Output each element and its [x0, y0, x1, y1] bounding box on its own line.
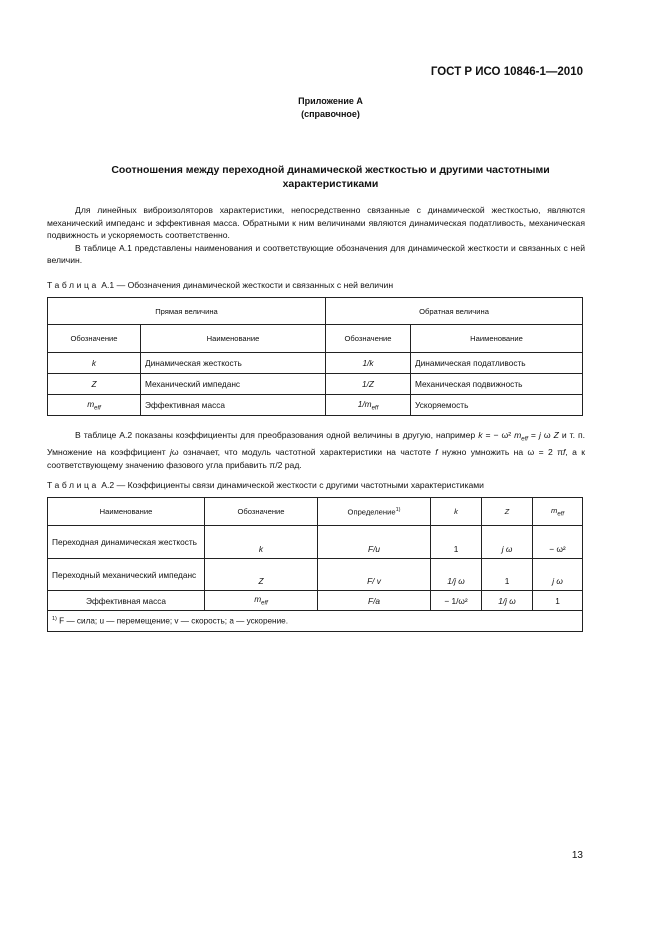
cell-k: 1/j ω [447, 576, 465, 586]
table1-col-inv-name: Наименование [411, 325, 583, 353]
table1-caption [47, 280, 393, 290]
cell-inv-name: Ускоряемость [411, 395, 583, 416]
table-a1 [47, 297, 583, 416]
table1-caption-text: А.1 — Обозначения динамической жесткости и связанных с ней величин [101, 280, 394, 290]
table2-col-symbol: Обозначение [205, 498, 318, 526]
cell-symbol: $m_{eff}$ [87, 398, 101, 412]
section-title [0, 163, 661, 191]
cell-name: Эффективная масса [141, 395, 326, 416]
table2-col-k: k [454, 507, 458, 516]
conversion-paragraph: В таблице А.2 показаны коэффициенты для преобразования одной величины в другую, например k = − ω² $m_{eff} = j$ ω Z и т. п. Умножение на коэффициент jω означает, что модуль частотной характеристики на частоте f нужно умножить на ω = 2 πf, а к соответствующему значению фазового угла прибавить π/2 рад. [47, 430, 586, 470]
cell-symbol: k [258, 544, 264, 554]
p3-text-e: , а к соответствующему значению фазового угла прибавить [47, 447, 586, 470]
cell-name: Динамическая жесткость [141, 353, 326, 374]
table2-col-definition: Определение$^{1)}$ [318, 498, 431, 526]
cell-symbol: Z [258, 576, 264, 586]
cell-inv-symbol: $1/m_{eff}$ [357, 398, 379, 412]
cell-inv-symbol: 1/Z [362, 379, 374, 389]
cell-inv-name: Динамическая податливость [411, 353, 583, 374]
footnote-text: F — сила; u — перемещение; v — скорость; a — ускорение. [59, 616, 288, 626]
table2-col-z: Z [504, 507, 510, 516]
table-a2 [47, 497, 583, 632]
table2-caption [47, 480, 484, 490]
cell-name: Эффективная масса [48, 591, 205, 611]
paragraph-2: В таблице А.1 представлены наименования и соответствующие обозначения для динамической жесткости и связанных с ней величин. [47, 242, 585, 266]
table-row [48, 591, 583, 611]
section-title-text: Соотношения между переходной динамической жесткостью и другими частотными характеристиками [111, 164, 550, 190]
cell-symbol: Z [91, 379, 97, 389]
p3-text-c: означает, что модуль частотной характеристики на частоте [182, 447, 431, 458]
cell-meff: − ω² [533, 526, 583, 559]
cell-definition: F/u [368, 544, 380, 554]
cell-inv-name: Механическая подвижность [411, 374, 583, 395]
definition-label: Определение [347, 507, 396, 517]
table-row [48, 374, 583, 395]
cell-symbol: k [91, 358, 97, 368]
table-row [48, 353, 583, 374]
page-number: 13 [571, 850, 583, 861]
table2-caption-text: А.2 — Коэффициенты связи динамической жесткости с другими частотными характеристиками [101, 480, 484, 490]
cell-meff: 1 [533, 591, 583, 611]
table1-header-inverse: Обратная величина [326, 298, 583, 325]
cell-meff: j ω [552, 576, 563, 586]
cell-definition: F/ v [367, 576, 381, 586]
table2-footnote: $^{1)}$ F — сила; u — перемещение; v — скорость; a — ускорение. [48, 611, 583, 632]
table2-col-name: Наименование [48, 498, 205, 526]
document-standard-number: ГОСТ Р ИСО 10846-1—2010 [430, 66, 583, 78]
cell-z: 1/j ω [498, 595, 516, 606]
table1-col-inv-symbol: Обозначение [326, 325, 411, 353]
table-row [48, 559, 583, 591]
p3-text-a: В таблице А.2 показаны коэффициенты для преобразования одной величины в другую, например [75, 430, 476, 440]
paragraph-1: Для линейных виброизоляторов характеристики, непосредственно связанные с динамической жесткостью, являются механический импеданс и эффективная масса. Обратными к ним величинами являются динамическая податливость, механическая подвижность и ускоряемость соответственно. [47, 205, 585, 241]
cell-z: 1 [482, 559, 533, 591]
table1-header-direct: Прямая величина [48, 298, 326, 325]
p3-text-d: нужно умножить на [442, 447, 524, 458]
cell-name: Переходная динамическая жесткость [48, 526, 205, 559]
p3-text-b: и т. п. Умножение на коэффициент [47, 430, 586, 458]
cell-k: − 1/ω² [431, 591, 482, 611]
table1-col-symbol: Обозначение [48, 325, 141, 353]
cell-z: j ω [501, 544, 513, 554]
cell-name: Переходный механический импеданс [48, 559, 205, 591]
cell-k: 1 [431, 526, 482, 559]
annex-subtitle: (справочное) [301, 109, 360, 119]
table2-caption-prefix: Таблица [47, 480, 99, 490]
cell-definition: F/a [368, 595, 380, 606]
table-row [48, 526, 583, 559]
table1-caption-prefix: Таблица [47, 280, 99, 290]
cell-inv-symbol: 1/k [362, 358, 374, 368]
cell-name: Механический импеданс [141, 374, 326, 395]
cell-symbol: $m_{eff}$ [254, 594, 268, 607]
p3-text-f: рад. [284, 459, 302, 470]
table2-col-meff: $m_{eff}$ [551, 505, 564, 518]
annex-title: Приложение А [298, 96, 363, 106]
table1-col-name: Наименование [141, 325, 326, 353]
intro-paragraphs [47, 204, 585, 267]
table-row [48, 395, 583, 416]
